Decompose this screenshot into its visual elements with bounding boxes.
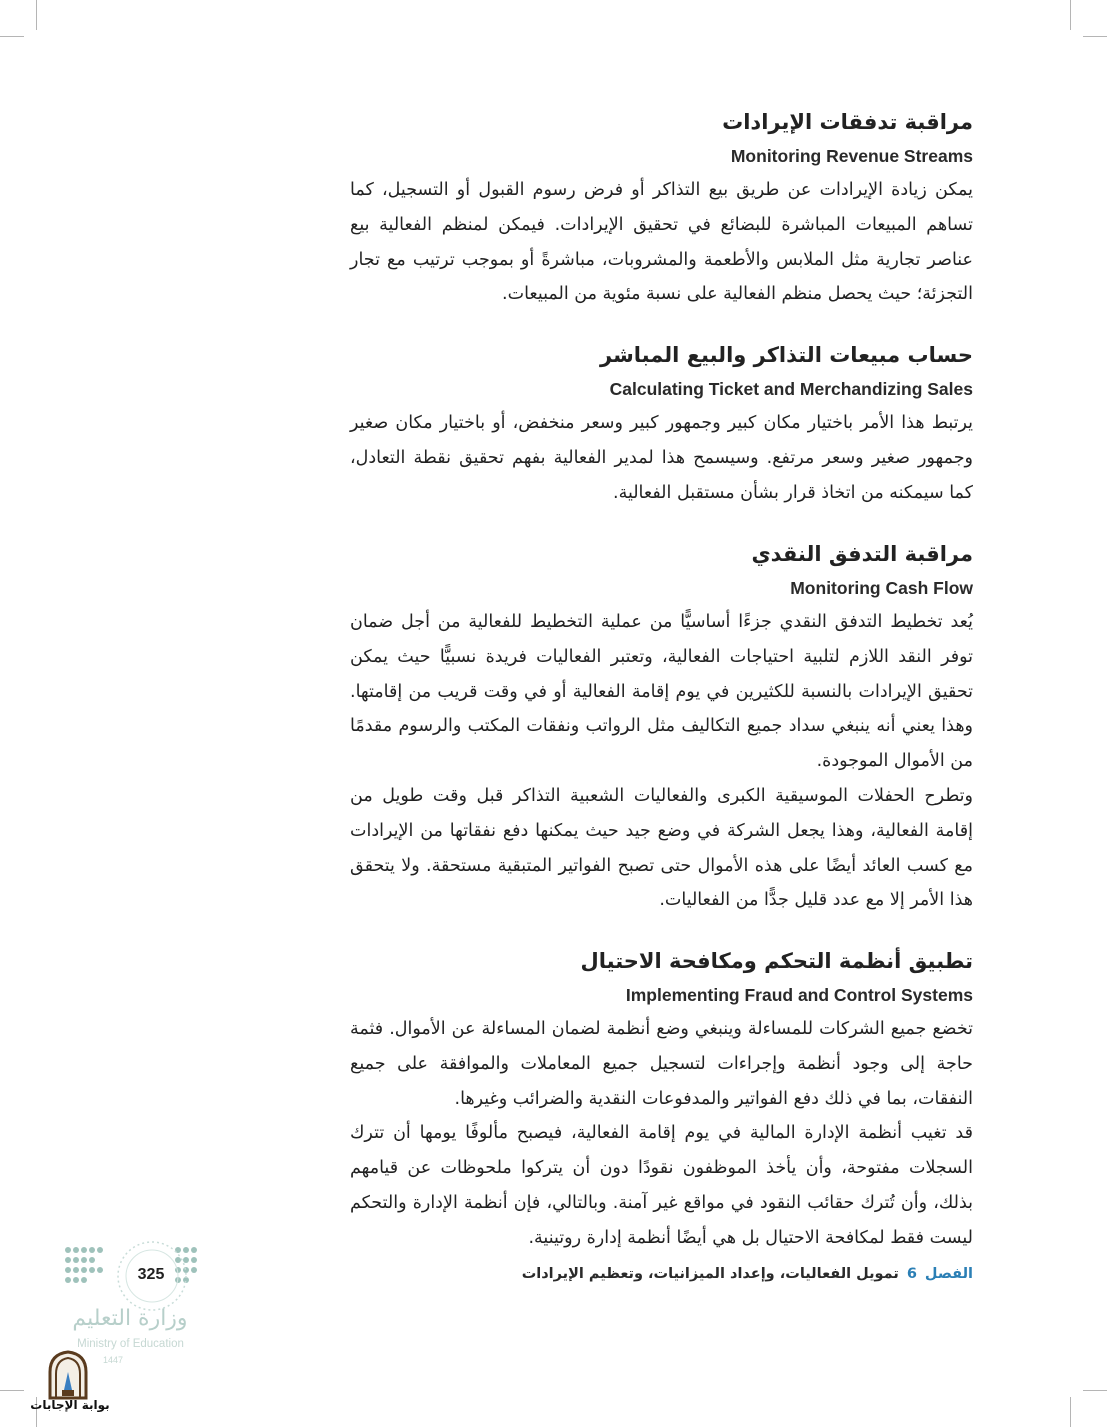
section-cash-flow — [350, 539, 973, 918]
paragraph: وتطرح الحفلات الموسيقية الكبرى والفعاليات الشعبية التذاكر قبل وقت طويل من إقامة الفعالية، وهذا يجعل الشركة في وضع جيد حيث يمكنها دفع نفقاتها من الإيرادات مع كسب العائد أيضًا على هذه الأموال حتى تصبح الفواتير المتبقية مستحقة. ولا يتحقق هذا الأمر إلا مع عدد قليل جدًّا من الفعاليات. — [350, 785, 973, 911]
chapter-title: تمويل الفعاليات، وإعداد الميزانيات، وتعظيم الإيرادات — [521, 1266, 899, 1282]
section-heading-ar: مراقبة التدفق النقدي — [751, 542, 973, 566]
section-heading-ar: مراقبة تدفقات الإيرادات — [722, 110, 973, 134]
chapter-footer — [522, 1266, 973, 1282]
page-number: 325 — [137, 1266, 165, 1283]
section-revenue-streams — [350, 107, 973, 312]
section-heading-ar: حساب مبيعات التذاكر والبيع المباشر — [600, 343, 973, 367]
section-fraud-control — [350, 946, 973, 1256]
section-heading-en: Implementing Fraud and Control Systems — [625, 985, 973, 1005]
ministry-name-en: Ministry of Education — [77, 1338, 184, 1350]
chapter-label: الفصل — [924, 1266, 973, 1282]
crop-mark — [1070, 1397, 1071, 1427]
ministry-name-ar: وزارة التعليم — [72, 1306, 188, 1331]
section-heading-ar: تطبيق أنظمة التحكم ومكافحة الاحتيال — [580, 949, 973, 973]
paragraph: تخضع جميع الشركات للمساءلة وينبغي وضع أنظمة لضمان المساءلة عن الأموال. فثمة حاجة إلى وجود أنظمة وإجراءات لتسجيل جميع المعاملات والموافقة على جميع النفقات، بما في ذلك دفع الفواتير والمدفوعات النقدية والضرائب وغيرها. — [350, 1019, 973, 1109]
watermark-label: بوابة الإجابات — [30, 1398, 110, 1412]
section-heading-en: Calculating Ticket and Merchandizing Sales — [609, 379, 973, 399]
crop-mark — [1083, 1390, 1107, 1391]
ministry-year: 1447 — [102, 1355, 124, 1365]
section-ticket-sales — [350, 340, 973, 510]
paragraph: يُعد تخطيط التدفق النقدي جزءًا أساسيًّا من عملية التخطيط للفعالية من أجل ضمان توفر النقد اللازم لتلبية احتياجات الفعالية، وتعتبر الفعاليات فريدة نسبيًّا حيث يمكن تحقيق الإيرادات بالنسبة للكثيرين في يوم إقامة الفعالية أو في وقت قريب من إقامتها. وهذا يعني أنه ينبغي سداد جميع التكاليف مثل الرواتب ونفقات المكتب والرسوم مقدمًا من الأموال الموجودة. — [350, 612, 973, 772]
section-heading-en: Monitoring Cash Flow — [790, 578, 973, 598]
crop-mark — [1070, 0, 1071, 30]
crop-mark — [36, 0, 37, 30]
crop-mark — [1083, 36, 1107, 37]
chapter-number: 6 — [906, 1266, 917, 1282]
paragraph: يمكن زيادة الإيرادات عن طريق بيع التذاكر أو فرض رسوم القبول أو التسجيل، كما تساهم المبيعات المباشرة للبضائع في تحقيق الإيرادات. فيمكن لمنظم الفعالية بيع عناصر تجارية مثل الملابس والأطعمة والمشروبات، مباشرةً أو بموجب ترتيب مع تجار التجزئة؛ حيث يحصل منظم الفعالية على نسبة مئوية من المبيعات. — [350, 180, 973, 305]
paragraph: يرتبط هذا الأمر باختيار مكان كبير وجمهور كبير وسعر منخفض، أو باختيار مكان صغير وجمهور صغير وسعر مرتفع. وسيسمح هذا لمدير الفعالية بفهم تحقيق نقطة التعادل، كما سيمكنه من اتخاذ قرار بشأن مستقبل الفعالية. — [350, 413, 973, 503]
crop-mark — [0, 1390, 24, 1391]
paragraph: قد تغيب أنظمة الإدارة المالية في يوم إقامة الفعالية، فيصبح مألوفًا يومها أن تترك السجلات مفتوحة، وأن يأخذ الموظفون نقودًا دون أن يتركوا ملحوظات عن قيامهم بذلك، وأن تُترك حقائب النقود في مواقع غير آمنة. وبالتالي، فإن أنظمة الإدارة والتحكم ليست فقط لمكافحة الاحتيال بل هي أيضًا أنظمة إدارة روتينية. — [350, 1123, 973, 1248]
section-heading-en: Monitoring Revenue Streams — [730, 146, 973, 166]
mosque-logo-icon — [44, 1350, 92, 1400]
crop-mark — [0, 36, 24, 37]
